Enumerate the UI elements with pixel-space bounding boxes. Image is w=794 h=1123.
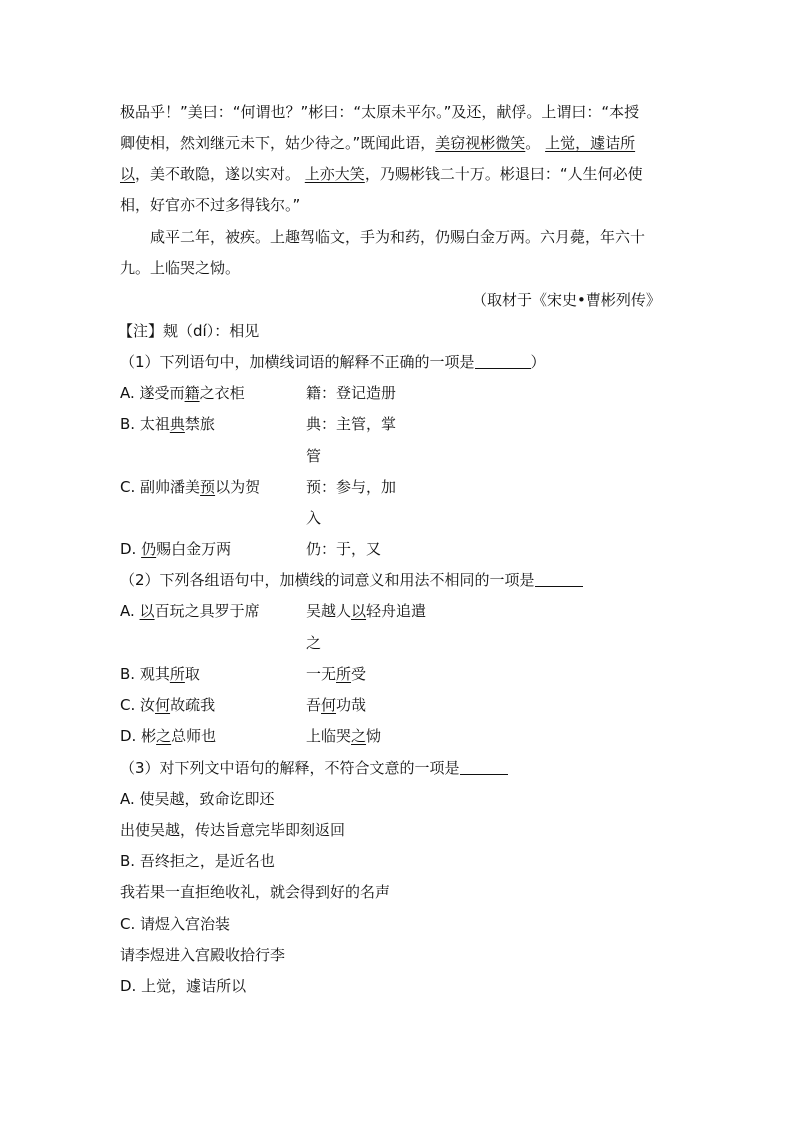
- underlined-word: 之: [351, 727, 367, 745]
- source-text: 曹彬列传》: [585, 291, 661, 309]
- underlined-word: 所: [169, 665, 185, 683]
- answer-blank[interactable]: [460, 760, 508, 775]
- option-text: 受: [351, 665, 367, 683]
- passage-text: 极品乎！”美曰：“何谓也？”彬曰：“太原未平尔。”及还，献俘。上谓曰：“本授: [120, 103, 640, 121]
- q3-item-c: [120, 914, 230, 934]
- option-text: 百玩之具罗于席: [154, 602, 260, 620]
- note-text: 【注】觌（dí）：相见: [118, 322, 260, 340]
- option-text: 总师也: [171, 727, 217, 745]
- option-text: 一无: [306, 665, 337, 683]
- option-letter: A.: [120, 384, 135, 402]
- answer-blank[interactable]: [475, 354, 531, 369]
- underlined-word: 以: [139, 602, 155, 620]
- q1-gloss-b-cont: [306, 446, 321, 466]
- option-text: 之: [306, 634, 322, 652]
- underlined-sentence: 上亦大笑: [304, 165, 365, 183]
- option-text: 赐白金万两: [156, 540, 232, 558]
- translation-text: 请李煜进入宫殿收拾行李: [120, 946, 286, 964]
- underlined-word: 预: [200, 478, 216, 496]
- source-text: （取材于《宋史: [472, 291, 578, 309]
- question-stem: （1）下列语句中，加横线词语的解释不正确的一项是: [120, 353, 475, 371]
- underlined-word: 所: [336, 665, 352, 683]
- option-text: 太祖: [139, 415, 170, 433]
- q1-option-b: [120, 414, 215, 434]
- passage-line-2: [120, 133, 635, 153]
- option-letter: C.: [120, 478, 136, 496]
- q3-translation-a: [120, 820, 345, 840]
- sentence-text: C. 请煜入宫治装: [120, 915, 231, 933]
- option-text: 恸: [366, 727, 382, 745]
- option-letter: B.: [120, 665, 136, 683]
- option-text: 功哉: [336, 696, 367, 714]
- option-text: 汝: [140, 696, 156, 714]
- sentence-text: B. 吾终拒之，是近名也: [120, 852, 275, 870]
- option-letter: D.: [120, 727, 137, 745]
- q1-option-d: [120, 539, 231, 559]
- underlined-word: 何: [155, 696, 171, 714]
- gloss-text: 管: [306, 447, 322, 465]
- q1-gloss-b: [306, 414, 396, 434]
- answer-blank[interactable]: [535, 572, 583, 587]
- option-text: 副帅潘美: [140, 478, 201, 496]
- separator-dot: [577, 291, 586, 309]
- q1-gloss-c: [306, 477, 396, 497]
- q2-option-b: [120, 664, 200, 684]
- note: [118, 321, 259, 341]
- q1-option-c: [120, 477, 260, 497]
- q2-option-c: [120, 695, 215, 715]
- gloss-text: 仍：于，又: [306, 540, 382, 558]
- gloss-text: 籍：登记造册: [306, 384, 397, 402]
- passage-line-1: [120, 102, 639, 122]
- underlined-sentence: 美窃视彬微笑: [435, 134, 526, 152]
- passage-text: 九。上临哭之恸。: [120, 259, 241, 277]
- passage-text: ，美不敢隐，遂以实对。: [135, 165, 305, 183]
- q1-gloss-c-cont: [306, 508, 321, 528]
- translation-text: 我若果一直拒绝收礼，就会得到好的名声: [120, 883, 391, 901]
- gloss-text: 典：主管，掌: [306, 415, 397, 433]
- option-text: 取: [184, 665, 200, 683]
- q2-right-d: [306, 726, 381, 746]
- q2-right-a-cont: [306, 633, 321, 653]
- passage-line-5: [150, 227, 645, 247]
- question-stem: （3）对下列文中语句的解释，不符合文意的一项是: [120, 759, 460, 777]
- passage-text: 咸平二年，被疾。上趣驾临文，手为和药，仍赐白金万两。六月薨，年六十: [150, 228, 646, 246]
- q3-translation-b: [120, 882, 390, 902]
- passage-text: ，乃赐彬钱二十万。彬退曰：“人生何必使: [364, 165, 643, 183]
- underlined-sentence: 上觉，遽诘所: [545, 134, 636, 152]
- passage-line-4: [120, 195, 300, 215]
- source-citation: [472, 290, 661, 310]
- q2-stem: [120, 570, 583, 590]
- option-text: 以为贺: [215, 478, 261, 496]
- option-text: 吴越人: [306, 602, 352, 620]
- question-stem: （2）下列各组语句中，加横线的词意义和用法不相同的一项是: [120, 571, 535, 589]
- q1-stem: [120, 352, 546, 372]
- underlined-word: 何: [321, 696, 337, 714]
- q2-option-a: [120, 601, 260, 621]
- q2-right-b: [306, 664, 366, 684]
- underlined-word: 以: [351, 602, 367, 620]
- q2-option-d: [120, 726, 216, 746]
- sentence-text: D. 上觉，遽诘所以: [120, 977, 247, 995]
- underlined-word: 仍: [141, 540, 157, 558]
- option-letter: D.: [120, 540, 137, 558]
- q1-gloss-d: [306, 539, 381, 559]
- question-stem-end: ）: [530, 353, 546, 371]
- passage-line-3: [120, 164, 643, 184]
- option-letter: B.: [120, 415, 136, 433]
- underlined-sentence: 以: [120, 165, 136, 183]
- option-letter: A.: [120, 602, 135, 620]
- q3-item-b: [120, 851, 275, 871]
- passage-line-6: [120, 258, 240, 278]
- underlined-word: 之: [156, 727, 172, 745]
- q3-item-d: [120, 976, 246, 996]
- option-text: 彬: [141, 727, 157, 745]
- option-text: 故疏我: [170, 696, 216, 714]
- q2-right-a: [306, 601, 426, 621]
- passage-text: 相，好官亦不过多得钱尔。”: [120, 196, 301, 214]
- option-text: 遂受而: [139, 384, 185, 402]
- q3-stem: [120, 758, 508, 778]
- q2-right-c: [306, 695, 366, 715]
- passage-text: 。: [525, 134, 546, 152]
- passage-text: 卿使相，然刘继元未下，姑少待之。”既闻此语，: [120, 134, 436, 152]
- option-text: 吾: [306, 696, 322, 714]
- gloss-text: 入: [306, 509, 322, 527]
- q3-item-a: [120, 789, 275, 809]
- translation-text: 出使吴越，传达旨意完毕即刻返回: [120, 821, 346, 839]
- q1-option-a: [120, 383, 245, 403]
- option-letter: C.: [120, 696, 136, 714]
- q3-translation-c: [120, 945, 285, 965]
- gloss-text: 预：参与，加: [306, 478, 397, 496]
- option-text: 之衣柜: [199, 384, 245, 402]
- option-text: 轻舟追遣: [366, 602, 427, 620]
- underlined-word: 籍: [184, 384, 200, 402]
- option-text: 观其: [139, 665, 170, 683]
- underlined-word: 典: [169, 415, 185, 433]
- option-text: 上临哭: [306, 727, 352, 745]
- option-text: 禁旅: [184, 415, 215, 433]
- sentence-text: A. 使吴越，致命讫即还: [120, 790, 275, 808]
- q1-gloss-a: [306, 383, 396, 403]
